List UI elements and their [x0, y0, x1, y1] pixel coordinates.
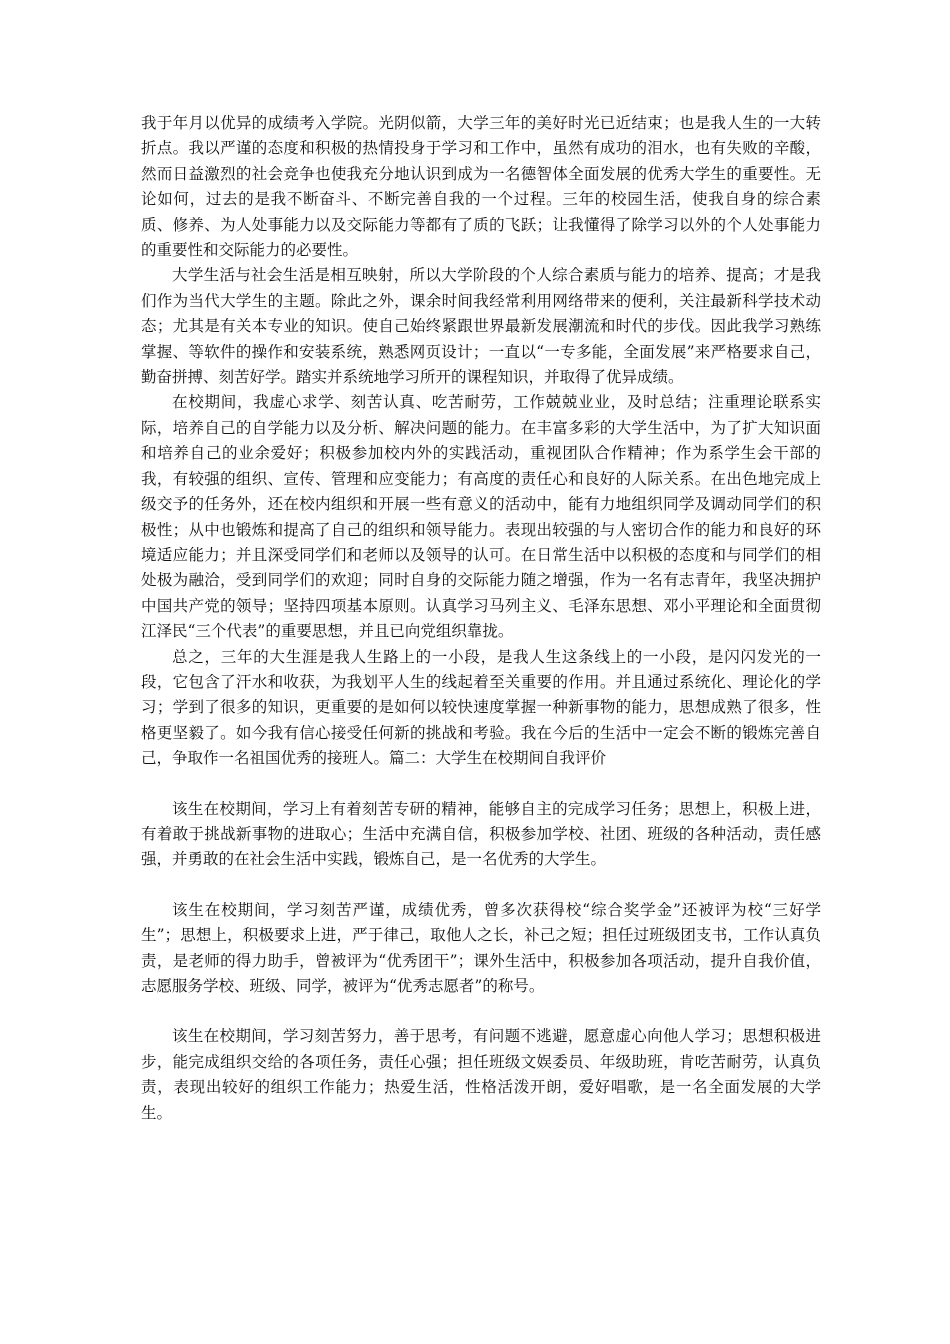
- paragraph-evaluation-2: 该生在校期间，学习刻苦严谨，成绩优秀，曾多次获得校“综合奖学金”还被评为校“三好学生”；思想上，积极要求上进，严于律己，取他人之长，补己之短；担任过班级团支书，工作认真负责，是老师的得力助手，曾被评为“优秀团干”；课外生活中，积极参加各项活动，提升自我价值，志愿服务学校、班级、同学，被评为“优秀志愿者”的称号。: [141, 900, 821, 995]
- paragraph-campus-activities: 在校期间，我虚心求学、刻苦认真、吃苦耐劳，工作兢兢业业，及时总结；注重理论联系实际，培养自己的自学能力以及分析、解决问题的能力。在丰富多彩的大学生活中，为了扩大知识面和培养自己的业余爱好；积极参加校内外的实践活动，重视团队合作精神；作为系学生会干部的我，有较强的组织、宣传、管理和应变能力；有高度的责任心和良好的人际关系。在出色地完成上级交予的任务外，还在校内组织和开展一些有意义的活动中，能有力地组织同学及调动同学们的积极性；从中也锻炼和提高了自己的组织和领导能力。表现出较强的与人密切合作的能力和良好的环境适应能力；并且深受同学们和老师以及领导的认可。在日常生活中以积极的态度和与同学们的相处极为融洽，受到同学们的欢迎；同时自身的交际能力随之增强，作为一名有志青年，我坚决拥护中国共产党的领导；坚持四项基本原则。认真学习马列主义、毛泽东思想、邓小平理论和全面贯彻江泽民“三个代表”的重要思想，并且已向党组织靠拢。: [141, 393, 821, 641]
- paragraph-study-habits: 大学生活与社会生活是相互映射，所以大学阶段的个人综合素质与能力的培养、提高；才是我们作为当代大学生的主题。除此之外，课余时间我经常利用网络带来的便利，关注最新科学技术动态；尤其是有关本专业的知识。使自己始终紧跟世界最新发展潮流和时代的步伐。因此我学习熟练掌握、等软件的操作和安装系统，熟悉网页设计；一直以“一专多能，全面发展”来严格要求自己，勤奋拼搏、刻苦好学。踏实并系统地学习所开的课程知识，并取得了优异成绩。: [141, 266, 821, 387]
- paragraph-evaluation-1: 该生在校期间，学习上有着刻苦专研的精神，能够自主的完成学习任务；思想上，积极上进，有着敢于挑战新事物的进取心；生活中充满自信，积极参加学校、社团、班级的各种活动，责任感强，并勇敢的在社会生活中实践，锻炼自己，是一名优秀的大学生。: [141, 799, 821, 869]
- paragraph-evaluation-3: 该生在校期间，学习刻苦努力，善于思考，有问题不逃避，愿意虚心向他人学习；思想积极进步，能完成组织交给的各项任务，责任心强；担任班级文娱委员、年级助班，肯吃苦耐劳，认真负责，表现出较好的组织工作能力；热爱生活，性格活泼开朗，爱好唱歌，是一名全面发展的大学生。: [141, 1027, 821, 1122]
- document-page: [141, 111, 821, 1126]
- paragraph-intro: 我于年月以优异的成绩考入学院。光阴似箭，大学三年的美好时光已近结束；也是我人生的一大转折点。我以严谨的态度和积极的热情投身于学习和工作中，虽然有成功的泪水，也有失败的辛酸，然而日益激烈的社会竞争也使我充分地认识到成为一名德智体全面发展的优秀大学生的重要性。无论如何，过去的是我不断奋斗、不断完善自我的一个过程。三年的校园生活，使我自身的综合素质、修养、为人处事能力以及交际能力等都有了质的飞跃；让我懂得了除学习以外的个人处事能力的重要性和交际能力的必要性。: [141, 114, 821, 260]
- paragraph-summary: 总之，三年的大生涯是我人生路上的一小段，是我人生这条线上的一小段，是闪闪发光的一段，它包含了汗水和收获，为我划平人生的线起着至关重要的作用。并且通过系统化、理论化的学习；学到了很多的知识，更重要的是如何以较快速度掌握一种新事物的能力，思想成熟了很多，性格更坚毅了。如今我有信心接受任何新的挑战和考验。我在今后的生活中一定会不断的锻炼完善自己，争取作一名祖国优秀的接班人。篇二：大学生在校期间自我评价: [141, 647, 821, 768]
